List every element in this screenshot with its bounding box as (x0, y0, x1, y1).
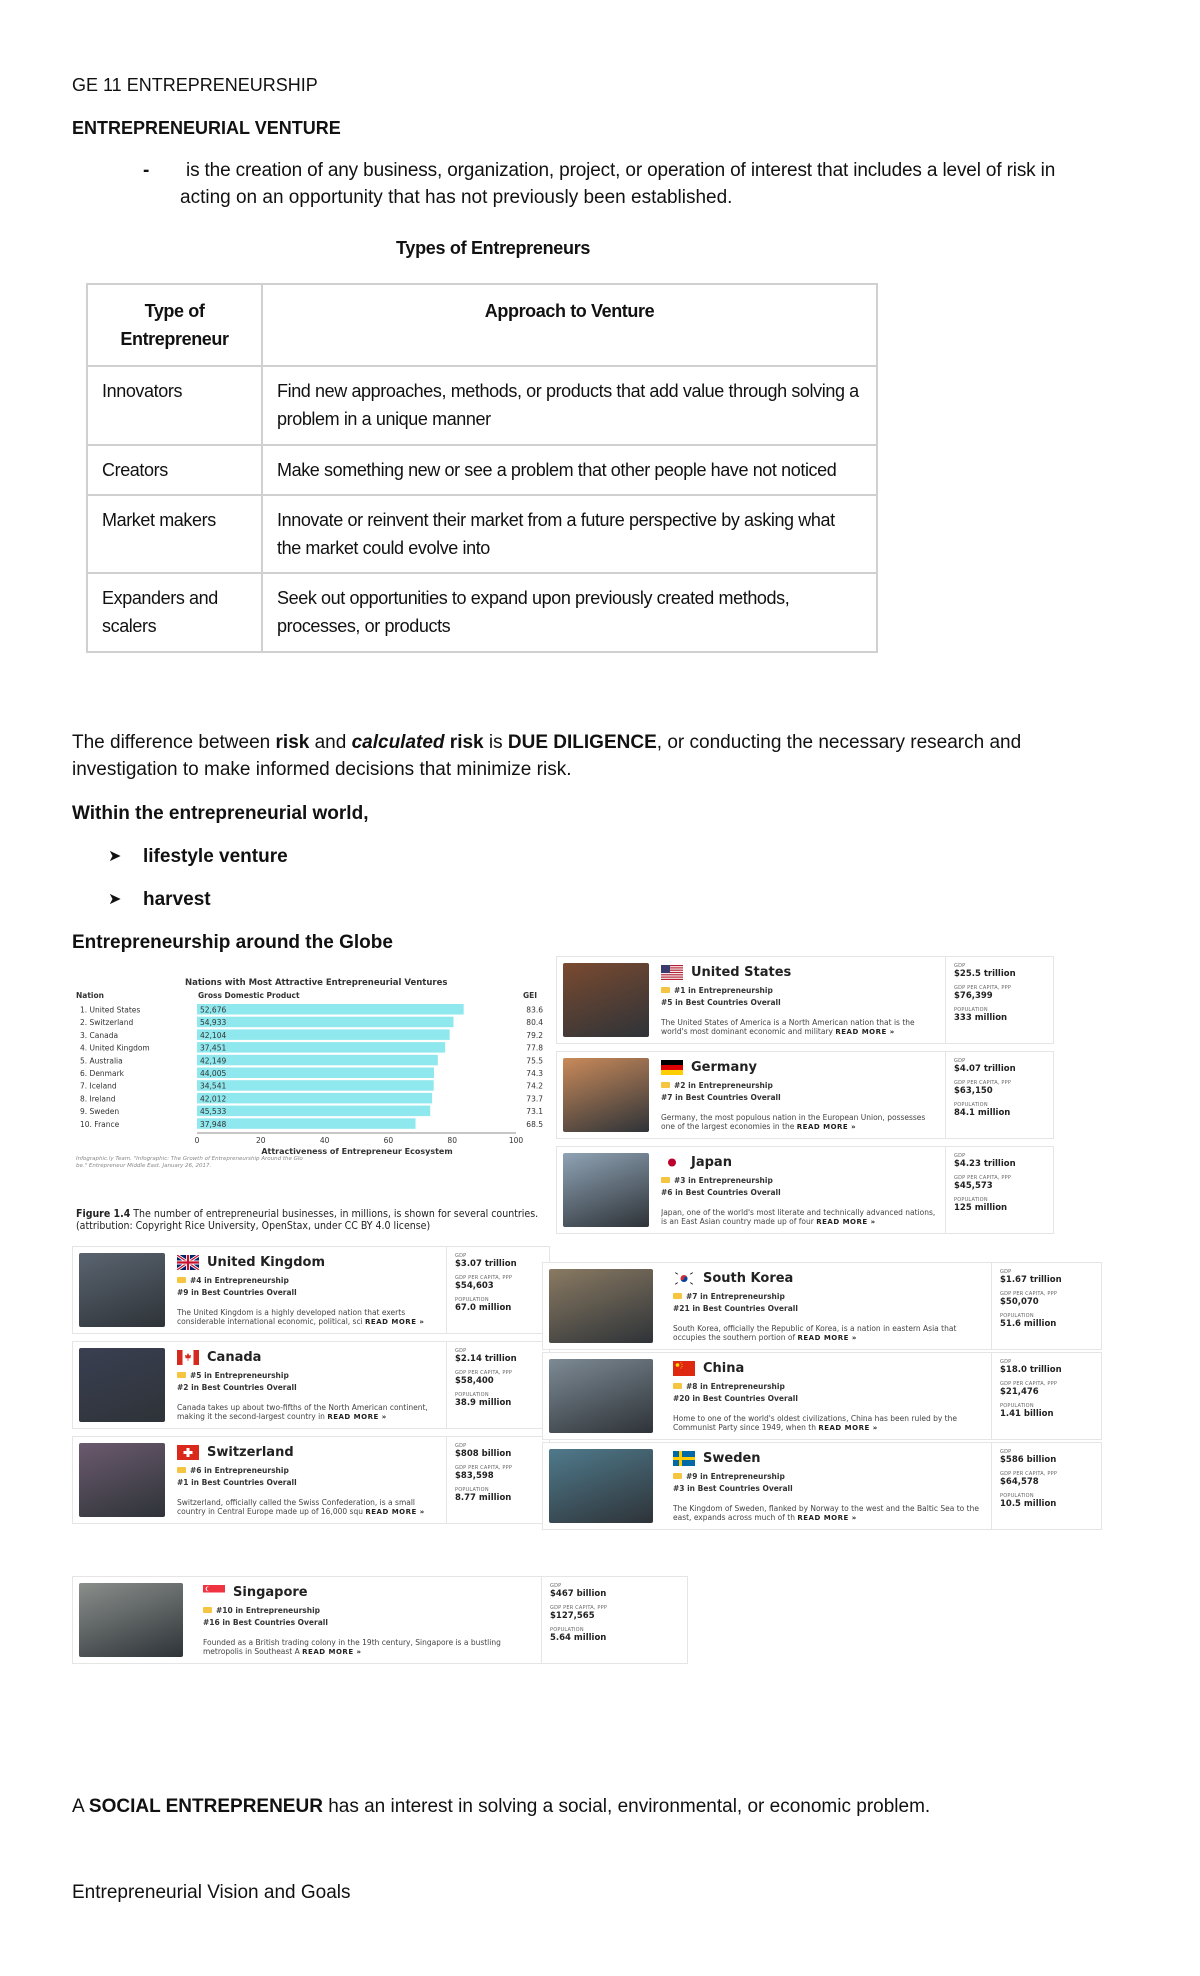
entrepreneurship-rank: #4 in Entrepreneurship (177, 1276, 289, 1285)
gdp-value: $4.07 trillion (954, 1064, 1016, 1074)
country-name: Japan (691, 1155, 732, 1170)
country-stats (446, 1247, 549, 1333)
chart-gei-value: 77.8 (526, 1043, 543, 1053)
country-photo (549, 1449, 653, 1523)
chart-x-tick: 60 (383, 1136, 394, 1145)
chart-x-tick: 40 (319, 1136, 330, 1145)
read-more-link[interactable]: READ MORE » (365, 1508, 425, 1516)
social-entrepreneur-bold: SOCIAL ENTREPRENEUR (88, 1796, 323, 1817)
gdp-label: GDP (1000, 1269, 1012, 1275)
figure-caption-text: The number of entrepreneurial businesses, in millions, is shown for several countries. (attribution: Copyright Rice University, OpenStax, under CC BY 4.0 license) (76, 1208, 539, 1232)
chart-gdp-label: 54,933 (200, 1018, 227, 1028)
gdp-per-capita-value: $64,578 (1000, 1477, 1039, 1487)
table-cell-type: Market makers (88, 496, 263, 572)
gdp-per-capita-label: GDP PER CAPITA, PPP (455, 1465, 513, 1471)
country-photo (563, 1153, 649, 1227)
country-stats (446, 1342, 549, 1428)
country-description (177, 1498, 440, 1518)
population-label: POPULATION (954, 1102, 988, 1108)
chart-gei-value: 73.7 (526, 1094, 543, 1104)
overall-rank: #1 in Best Countries Overall (177, 1478, 297, 1487)
entrepreneurship-rank: #9 in Entrepreneurship (673, 1472, 785, 1481)
entrepreneurship-rank: #1 in Entrepreneurship (661, 986, 773, 995)
entrepreneurship-rank: #10 in Entrepreneurship (203, 1606, 320, 1615)
population-value: 51.6 million (1000, 1319, 1057, 1329)
gdp-per-capita-value: $50,070 (1000, 1297, 1039, 1307)
chart-gdp-label: 34,541 (200, 1081, 227, 1091)
chart-gei-value: 68.5 (526, 1119, 543, 1129)
chart-gei-value: 74.2 (526, 1081, 543, 1091)
description-text: South Korea, officially the Republic of Korea, is a nation in eastern Asia that occupies the southern portion of (673, 1324, 957, 1342)
overall-rank: #21 in Best Countries Overall (673, 1304, 798, 1313)
arrow-bullet-icon: ➤ (108, 891, 122, 908)
chart-x-tick: 0 (194, 1136, 200, 1145)
read-more-link[interactable]: READ MORE » (796, 1123, 857, 1131)
gdp-per-capita-label: GDP PER CAPITA, PPP (550, 1605, 608, 1611)
country-card-uk[interactable] (72, 1246, 550, 1334)
population-label: POPULATION (455, 1297, 489, 1303)
country-description (177, 1308, 440, 1328)
description-text: Canada takes up about two-fifths of the North American continent, making it the second-largest country in (177, 1403, 428, 1421)
gdp-per-capita-label: GDP PER CAPITA, PPP (1000, 1291, 1058, 1297)
entrepreneurship-rank: #6 in Entrepreneurship (177, 1466, 289, 1475)
entrepreneurship-rank: #3 in Entrepreneurship (661, 1176, 773, 1185)
entrepreneurship-rank: #5 in Entrepreneurship (177, 1371, 289, 1380)
country-photo (563, 963, 649, 1037)
population-value: 38.9 million (455, 1398, 512, 1408)
description-text: Founded as a British trading colony in the 19th century, Singapore is a bustling metropolis in Southeast A (203, 1638, 501, 1656)
chart-col-nation: Nation (76, 991, 104, 1000)
chart-bar (197, 1106, 430, 1117)
flag-icon (661, 1060, 683, 1075)
chart-bar (197, 1118, 416, 1129)
country-photo (563, 1058, 649, 1132)
gdp-per-capita-value: $45,573 (954, 1181, 993, 1191)
chart-bar (197, 1055, 438, 1066)
gdp-label: GDP (1000, 1449, 1012, 1455)
bullet-text: lifestyle venture (143, 846, 288, 867)
chart-gdp-label: 37,948 (200, 1119, 227, 1129)
country-photo (79, 1443, 165, 1517)
chart-gei-value: 79.2 (526, 1030, 543, 1040)
table-cell-type: Expanders and scalers (88, 574, 263, 651)
chart-bar (197, 1004, 464, 1015)
chart-gei-value: 73.1 (526, 1107, 543, 1117)
chart-bar (197, 1093, 432, 1104)
ventures-chart (70, 972, 550, 1232)
description-text: Japan, one of the world's most literate and technically advanced nations, is an East Asian country made up of four (661, 1208, 936, 1226)
risk-text: The difference between (72, 732, 276, 753)
risk-text: is (483, 732, 508, 753)
country-card-cn[interactable] (542, 1352, 1102, 1440)
flag-icon (661, 965, 683, 980)
population-value: 84.1 million (954, 1108, 1011, 1118)
population-label: POPULATION (1000, 1403, 1034, 1409)
bullet-text: harvest (143, 889, 211, 910)
globe-heading (72, 929, 393, 956)
chart-bar (197, 1068, 434, 1079)
overall-rank: #16 in Best Countries Overall (203, 1618, 328, 1627)
gdp-per-capita-label: GDP PER CAPITA, PPP (954, 985, 1012, 991)
within-heading-text: Within the entrepreneurial world, (72, 803, 369, 824)
table-header-type: Type of Entrepreneur (88, 285, 263, 365)
gdp-value: $467 billion (550, 1589, 607, 1599)
social-text: has an interest in solving a social, environmental, or economic problem. (322, 1796, 931, 1817)
chart-col-gdp: Gross Domestic Product (198, 991, 300, 1000)
chart-category-label: 2. Switzerland (80, 1018, 134, 1028)
gdp-per-capita-value: $54,603 (455, 1281, 494, 1291)
calculated-italic: calculated (351, 732, 445, 753)
arrow-bullet-icon: ➤ (108, 848, 122, 865)
gdp-value: $2.14 trillion (455, 1354, 517, 1364)
gdp-value: $25.5 trillion (954, 969, 1016, 979)
gdp-label: GDP (954, 1153, 966, 1159)
chart-bar (197, 1017, 453, 1027)
overall-rank: #2 in Best Countries Overall (177, 1383, 297, 1392)
country-name: Canada (207, 1350, 262, 1365)
chart-gdp-label: 42,012 (200, 1094, 227, 1104)
chart-category-label: 4. United Kingdom (80, 1043, 150, 1053)
table-cell-approach: Seek out opportunities to expand upon previously created methods, processes, or products (277, 588, 790, 636)
read-more-link[interactable]: READ MORE » (816, 1218, 876, 1226)
gdp-per-capita-label: GDP PER CAPITA, PPP (954, 1175, 1012, 1181)
population-label: POPULATION (954, 1007, 988, 1013)
population-value: 1.41 billion (1000, 1409, 1054, 1419)
within-heading (72, 800, 368, 827)
chart-gdp-label: 42,104 (200, 1030, 227, 1040)
country-description (673, 1504, 985, 1524)
table-cell-approach: Make something new or see a problem that other people have not noticed (277, 460, 837, 480)
gdp-per-capita-value: $76,399 (954, 991, 993, 1001)
chart-x-tick: 20 (256, 1136, 266, 1145)
description-text: Home to one of the world's oldest civilizations, China has been ruled by the Communist Party since 1949, when th (673, 1414, 957, 1432)
flag-icon (673, 1451, 695, 1466)
country-description (661, 1018, 939, 1038)
chart-category-label: 9. Sweden (80, 1107, 120, 1117)
flag-icon (177, 1255, 199, 1270)
chart-bar (197, 1029, 450, 1040)
read-more-link[interactable]: READ MORE » (302, 1648, 362, 1656)
country-stats (945, 957, 1053, 1043)
flag-icon (203, 1585, 225, 1600)
country-name: Sweden (703, 1451, 761, 1466)
read-more-link[interactable]: READ MORE » (818, 1424, 878, 1432)
gdp-label: GDP (455, 1348, 467, 1354)
population-label: POPULATION (455, 1487, 489, 1493)
chart-category-label: 8. Ireland (80, 1094, 116, 1104)
gdp-value: $4.23 trillion (954, 1159, 1016, 1169)
bullet-harvest (143, 886, 211, 913)
overall-rank: #5 in Best Countries Overall (661, 998, 781, 1007)
gdp-value: $586 billion (1000, 1455, 1057, 1465)
chart-category-label: 7. Iceland (80, 1081, 117, 1091)
overall-rank: #6 in Best Countries Overall (661, 1188, 781, 1197)
chart-gei-value: 74.3 (526, 1069, 543, 1078)
venture-definition-line2: acting on an opportunity that has not previously been established. (180, 187, 733, 208)
read-more-link[interactable]: READ MORE » (797, 1514, 857, 1522)
read-more-link[interactable]: READ MORE » (835, 1028, 895, 1036)
table-header-row (88, 285, 876, 365)
chart-bar (197, 1042, 445, 1053)
description-text: The United Kingdom is a highly developed nation that exerts considerable international economic, political, sci (177, 1308, 406, 1326)
gdp-value: $808 billion (455, 1449, 512, 1459)
country-photo (549, 1359, 653, 1433)
gdp-label: GDP (550, 1583, 562, 1589)
country-card-sg[interactable] (72, 1576, 688, 1664)
risk-paragraph-line2: investigation to make informed decisions that minimize risk. (72, 759, 572, 780)
population-label: POPULATION (954, 1197, 988, 1203)
population-label: POPULATION (1000, 1313, 1034, 1319)
risk-text: and (309, 732, 352, 753)
entrepreneurship-rank: #8 in Entrepreneurship (673, 1382, 785, 1391)
description-text: Switzerland, officially called the Swiss Confederation, is a small country in Central Europe made up of 16,000 squ (177, 1498, 416, 1516)
country-description (177, 1403, 440, 1423)
venture-definition-line1: is the creation of any business, organization, project, or operation of interest that includes a level of risk in (186, 160, 1056, 181)
table-row (88, 494, 876, 572)
country-name: Germany (691, 1060, 757, 1075)
gdp-per-capita-value: $63,150 (954, 1086, 993, 1096)
gdp-per-capita-value: $83,598 (455, 1471, 494, 1481)
gdp-per-capita-label: GDP PER CAPITA, PPP (455, 1275, 513, 1281)
chart-bar (197, 1080, 434, 1091)
population-value: 8.77 million (455, 1493, 512, 1503)
gdp-label: GDP (954, 963, 966, 969)
country-description (673, 1414, 985, 1434)
gdp-value: $18.0 trillion (1000, 1365, 1062, 1375)
gdp-value: $3.07 trillion (455, 1259, 517, 1269)
country-card-ca[interactable] (72, 1341, 550, 1429)
country-photo (79, 1348, 165, 1422)
country-card-us[interactable] (556, 956, 1054, 1044)
gdp-label: GDP (1000, 1359, 1012, 1365)
country-description (661, 1113, 939, 1133)
types-of-entrepreneurs-table (86, 283, 878, 653)
table-cell-approach: Innovate or reinvent their market from a future perspective by asking what the market could evolve into (277, 510, 835, 558)
gdp-per-capita-label: GDP PER CAPITA, PPP (455, 1370, 513, 1376)
social-text: A (72, 1796, 89, 1817)
country-name: South Korea (703, 1271, 794, 1286)
country-stats (541, 1577, 687, 1663)
description-text: The United States of America is a North American nation that is the world's most dominant economic and military (661, 1018, 915, 1036)
gdp-value: $1.67 trillion (1000, 1275, 1062, 1285)
country-stats (945, 1052, 1053, 1138)
chart-x-label: Attractiveness of Entrepreneur Ecosystem (261, 1147, 453, 1156)
country-stats (991, 1353, 1101, 1439)
country-card-ch[interactable] (72, 1436, 550, 1524)
chart-category-label: 1. United States (80, 1005, 141, 1015)
overall-rank: #7 in Best Countries Overall (661, 1093, 781, 1102)
chart-x-tick: 100 (508, 1136, 524, 1145)
chart-gei-value: 80.4 (526, 1018, 543, 1028)
chart-source-line: be." Entrepreneur Middle East. January 26, 2017. (76, 1163, 212, 1169)
country-name: Singapore (233, 1585, 308, 1600)
chart-gei-value: 75.5 (526, 1056, 543, 1066)
chart-gei-value: 83.6 (526, 1005, 543, 1015)
vision-heading: Entrepreneurial Vision and Goals (72, 1882, 351, 1903)
country-stats (991, 1263, 1101, 1349)
country-name: United Kingdom (207, 1255, 326, 1270)
chart-category-label: 10. France (80, 1119, 120, 1129)
overall-rank: #20 in Best Countries Overall (673, 1394, 798, 1403)
calculated-bold-italic (352, 732, 484, 753)
figure-caption (76, 1208, 556, 1232)
chart-title: Nations with Most Attractive Entrepreneurial Ventures (185, 978, 448, 988)
gdp-label: GDP (455, 1443, 467, 1449)
description-text: The Kingdom of Sweden, flanked by Norway to the west and the Baltic Sea to the east, expands across much of th (673, 1504, 979, 1522)
due-diligence-bold: DUE DILIGENCE (507, 732, 657, 753)
country-stats (446, 1437, 549, 1523)
table-cell-type: Innovators (88, 367, 263, 444)
population-value: 10.5 million (1000, 1499, 1057, 1509)
gdp-per-capita-label: GDP PER CAPITA, PPP (1000, 1471, 1058, 1477)
gdp-per-capita-value: $21,476 (1000, 1387, 1039, 1397)
read-more-link[interactable]: READ MORE » (365, 1318, 425, 1326)
population-label: POPULATION (550, 1627, 584, 1633)
country-stats (991, 1443, 1101, 1529)
gdp-per-capita-label: GDP PER CAPITA, PPP (1000, 1381, 1058, 1387)
flag-icon (661, 1155, 683, 1170)
risk-paragraph-line1 (72, 729, 1021, 756)
entrepreneurship-rank: #7 in Entrepreneurship (673, 1292, 785, 1301)
chart-category-label: 6. Denmark (80, 1069, 125, 1078)
flag-icon (673, 1271, 695, 1286)
globe-heading-text: Entrepreneurship around the Globe (72, 932, 393, 953)
country-name: Switzerland (207, 1445, 294, 1460)
country-description (203, 1638, 535, 1658)
table-row (88, 444, 876, 494)
chart-gdp-label: 52,676 (200, 1005, 227, 1015)
social-entrepreneur-paragraph (72, 1793, 930, 1820)
country-card-de[interactable] (556, 1051, 1054, 1139)
gdp-per-capita-label: GDP PER CAPITA, PPP (954, 1080, 1012, 1086)
chart-col-gei: GEI (523, 991, 538, 1000)
population-label: POPULATION (455, 1392, 489, 1398)
chart-gdp-label: 45,533 (200, 1107, 227, 1117)
table-row (88, 572, 876, 651)
country-stats (945, 1147, 1053, 1233)
country-photo (549, 1269, 653, 1343)
table-header-approach: Approach to Venture (484, 301, 655, 321)
chart-x-tick: 80 (447, 1136, 457, 1145)
flag-icon (673, 1361, 695, 1376)
chart-category-label: 5. Australia (80, 1056, 123, 1066)
overall-rank: #3 in Best Countries Overall (673, 1484, 793, 1493)
venture-heading (72, 115, 341, 142)
gdp-per-capita-value: $127,565 (550, 1611, 595, 1621)
chart-source-line: Infographic.ly Team. "Infographic: The Growth of Entrepreneurship Around the Glo (76, 1156, 303, 1162)
ventures-chart-svg (70, 972, 550, 1227)
gdp-label: GDP (954, 1058, 966, 1064)
description-text: Germany, the most populous nation in the European Union, possesses one of the largest economies in the (661, 1113, 926, 1131)
flag-icon (177, 1350, 199, 1365)
country-card-jp[interactable] (556, 1146, 1054, 1234)
country-card-se[interactable] (542, 1442, 1102, 1530)
chart-category-label: 3. Canada (80, 1030, 119, 1040)
document-header: GE 11 ENTREPRENEURSHIP (72, 75, 318, 95)
flag-icon (177, 1445, 199, 1460)
country-photo (79, 1253, 165, 1327)
overall-rank: #9 in Best Countries Overall (177, 1288, 297, 1297)
country-name: China (703, 1361, 745, 1376)
bullet-lifestyle-venture (143, 843, 288, 870)
table-cell-approach: Find new approaches, methods, or products that add value through solving a problem in a unique manner (277, 381, 859, 429)
figure-caption-label: Figure 1.4 (76, 1208, 131, 1220)
population-value: 333 million (954, 1013, 1008, 1023)
population-label: POPULATION (1000, 1493, 1034, 1499)
country-description (661, 1208, 939, 1228)
venture-bullet-dash: - (143, 160, 150, 181)
read-more-link[interactable]: READ MORE » (327, 1413, 387, 1421)
country-card-kr[interactable] (542, 1262, 1102, 1350)
population-value: 67.0 million (455, 1303, 512, 1313)
risk-bold: risk (275, 732, 310, 753)
table-cell-type: Creators (88, 446, 263, 494)
risk-text: , or conducting the necessary research and (656, 732, 1022, 753)
chart-gdp-label: 42,149 (200, 1056, 227, 1066)
population-value: 5.64 million (550, 1633, 607, 1643)
risk-bold-word: risk (444, 732, 484, 753)
venture-heading-text: ENTREPRENEURIAL VENTURE (72, 118, 341, 138)
read-more-link[interactable]: READ MORE » (797, 1334, 857, 1342)
entrepreneurship-rank: #2 in Entrepreneurship (661, 1081, 773, 1090)
gdp-per-capita-value: $58,400 (455, 1376, 494, 1386)
chart-gdp-label: 44,005 (200, 1069, 227, 1078)
gdp-label: GDP (455, 1253, 467, 1259)
table-row (88, 365, 876, 444)
table-title: Types of Entrepreneurs (396, 238, 591, 258)
population-value: 125 million (954, 1203, 1008, 1213)
chart-gdp-label: 37,451 (200, 1043, 227, 1053)
country-photo (79, 1583, 183, 1657)
country-description (673, 1324, 985, 1344)
country-name: United States (691, 965, 792, 980)
